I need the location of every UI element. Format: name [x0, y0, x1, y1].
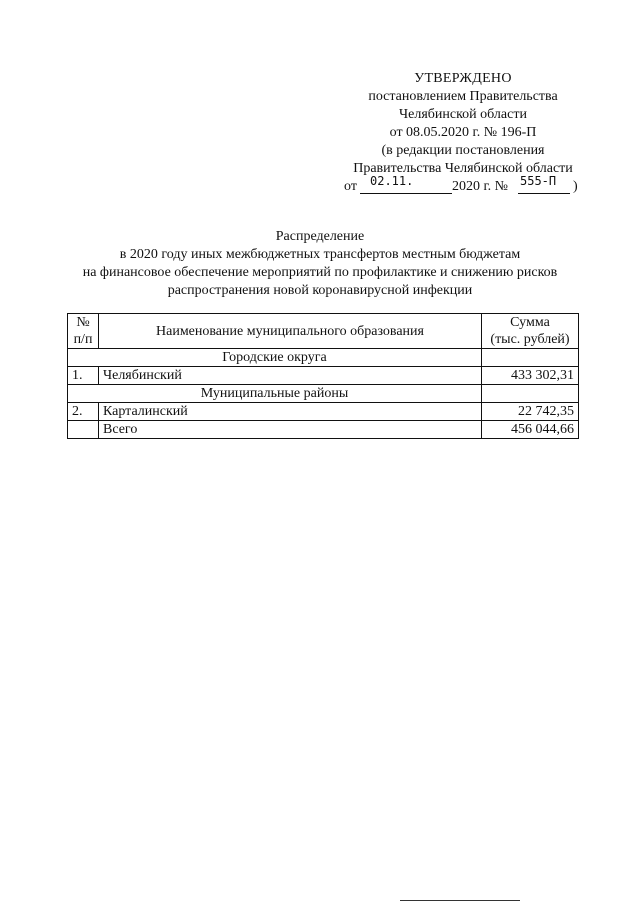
header-num-line-1: № — [76, 315, 90, 330]
table-group-row — [68, 385, 579, 403]
date-year: 2020 г. № — [452, 179, 509, 194]
group-label-urban: Городские округа — [68, 349, 482, 367]
approval-line-1: постановлением Правительства — [368, 89, 558, 104]
group-empty-cell — [482, 349, 579, 367]
date-blank-underline — [360, 193, 452, 194]
total-amount: 456 044,66 — [482, 421, 579, 439]
heading-line-2: в 2020 году иных межбюджетных трансфертов местным бюджетам — [119, 247, 521, 262]
total-empty-cell — [68, 421, 99, 439]
header-num — [68, 314, 99, 349]
header-name: Наименование муниципального образования — [99, 314, 482, 349]
header-amount-line-1: Сумма — [510, 315, 550, 330]
row-name: Карталинский — [99, 403, 482, 421]
row-amount: 433 302,31 — [482, 367, 579, 385]
header-amount-line-2: (тыс. рублей) — [490, 332, 570, 347]
group-empty-cell — [482, 385, 579, 403]
row-num: 2. — [68, 403, 99, 421]
heading-line-3: на финансовое обеспечение мероприятий по профилактике и снижению рисков — [82, 265, 558, 280]
total-label: Всего — [99, 421, 482, 439]
approval-line-4: (в редакции постановления — [381, 143, 545, 158]
distribution-table — [67, 313, 579, 439]
approval-line-3: от 08.05.2020 г. № 196-П — [389, 125, 537, 140]
table-row — [68, 403, 579, 421]
table-group-row — [68, 349, 579, 367]
close-paren: ) — [573, 179, 578, 194]
date-prefix: от — [344, 179, 357, 194]
number-blank-underline — [518, 193, 570, 194]
approval-line-2: Челябинской области — [399, 107, 527, 122]
header-num-line-2: п/п — [73, 332, 93, 347]
heading-line-4: распространения новой коронавирусной инфекции — [167, 283, 473, 298]
filled-date: 02.11. — [370, 174, 414, 188]
filled-number: 555-П — [520, 174, 557, 188]
row-name: Челябинский — [99, 367, 482, 385]
table-total-row — [68, 421, 579, 439]
approval-line-5: Правительства Челябинской области — [353, 161, 573, 176]
group-label-districts: Муниципальные районы — [68, 385, 482, 403]
row-num: 1. — [68, 367, 99, 385]
table-row — [68, 367, 579, 385]
row-amount: 22 742,35 — [482, 403, 579, 421]
document-heading — [60, 228, 580, 300]
footer-divider — [400, 900, 520, 901]
heading-line-1: Распределение — [275, 229, 365, 244]
amendment-date-line — [338, 174, 588, 196]
approval-title: УТВЕРЖДЕНО — [414, 71, 512, 86]
approval-block — [338, 70, 588, 196]
header-amount — [482, 314, 579, 349]
table-header-row — [68, 314, 579, 349]
